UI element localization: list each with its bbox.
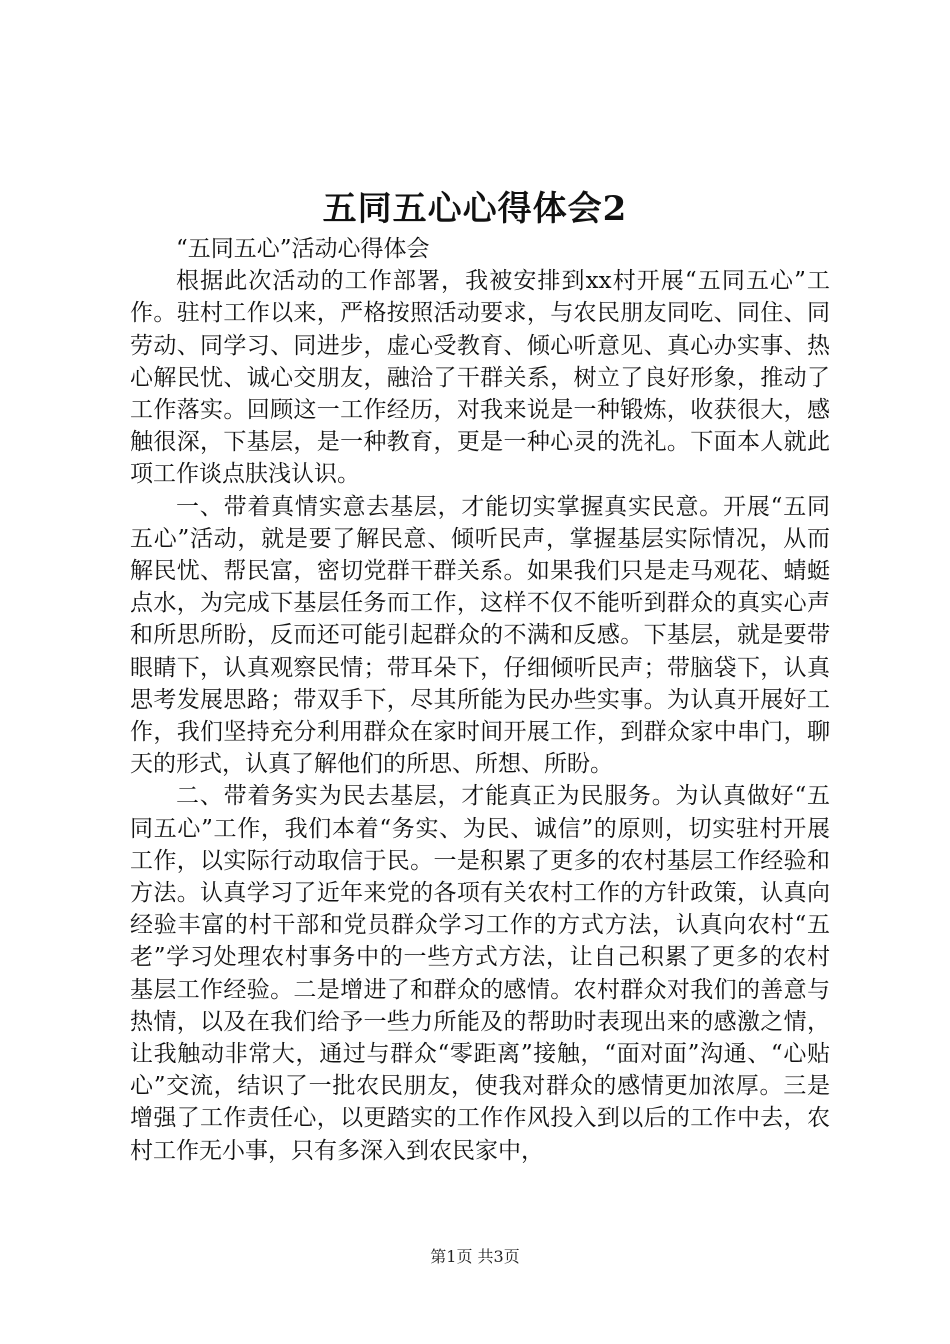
intro-paragraph: 根据此次活动的工作部署，我被安排到xx村开展“五同五心”工作。驻村工作以来，严格按照活动要求，与农民朋友同吃、同住、同劳动、同学习、同进步，虚心受教育、倾心听意见、真心办实事、热心解民忧、诚心交朋友，融洽了干群关系，树立了良好形象，推动了工作落实。回顾这一工作经历，对我来说是一种锻炼，收获很大，感触很深，下基层，是一种教育，更是一种心灵的洗礼。下面本人就此项工作谈点肤浅认识。 <box>130 268 830 488</box>
document-title: 五同五心心得体会2 <box>322 189 628 229</box>
document-body <box>130 233 830 1167</box>
section-one-paragraph: 一、带着真情实意去基层，才能切实掌握真实民意。开展“五同五心”活动，就是要了解民意、倾听民声，掌握基层实际情况，从而解民忧、帮民富，密切党群干群关系。如果我们只是走马观花、蜻蜓点水，为完成下基层任务而工作，这样不仅不能听到群众的真实心声和所思所盼，反而还可能引起群众的不满和反感。下基层，就是要带眼睛下，认真观察民情；带耳朵下，仔细倾听民声；带脑袋下，认真思考发展思路；带双手下，尽其所能为民办些实事。为认真开展好工作，我们坚持充分利用群众在家时间开展工作，到群众家中串门，聊天的形式，认真了解他们的所思、所想、所盼。 <box>130 493 830 778</box>
page-footer: 第1页 共3页 <box>430 1247 520 1266</box>
section-two-paragraph: 二、带着务实为民去基层，才能真正为民服务。为认真做好“五同五心”工作，我们本着“务实、为民、诚信”的原则，切实驻村开展工作，以实际行动取信于民。一是积累了更多的农村基层工作经验和方法。认真学习了近年来党的各项有关农村工作的方针政策，认真向经验丰富的村干部和党员群众学习工作的方式方法，认真向农村“五老”学习处理农村事务中的一些方式方法，让自己积累了更多的农村基层工作经验。二是增进了和群众的感情。农村群众对我们的善意与热情，以及在我们给予一些力所能及的帮助时表现出来的感激之情，让我触动非常大，通过与群众“零距离”接触，“面对面”沟通、“心贴心”交流，结识了一批农民朋友，使我对群众的感情更加浓厚。三是增强了工作责任心，以更踏实的工作作风投入到以后的工作中去，农村工作无小事，只有多深入到农民家中， <box>130 783 830 1164</box>
subtitle-paragraph: “五同五心”活动心得体会 <box>176 236 430 262</box>
